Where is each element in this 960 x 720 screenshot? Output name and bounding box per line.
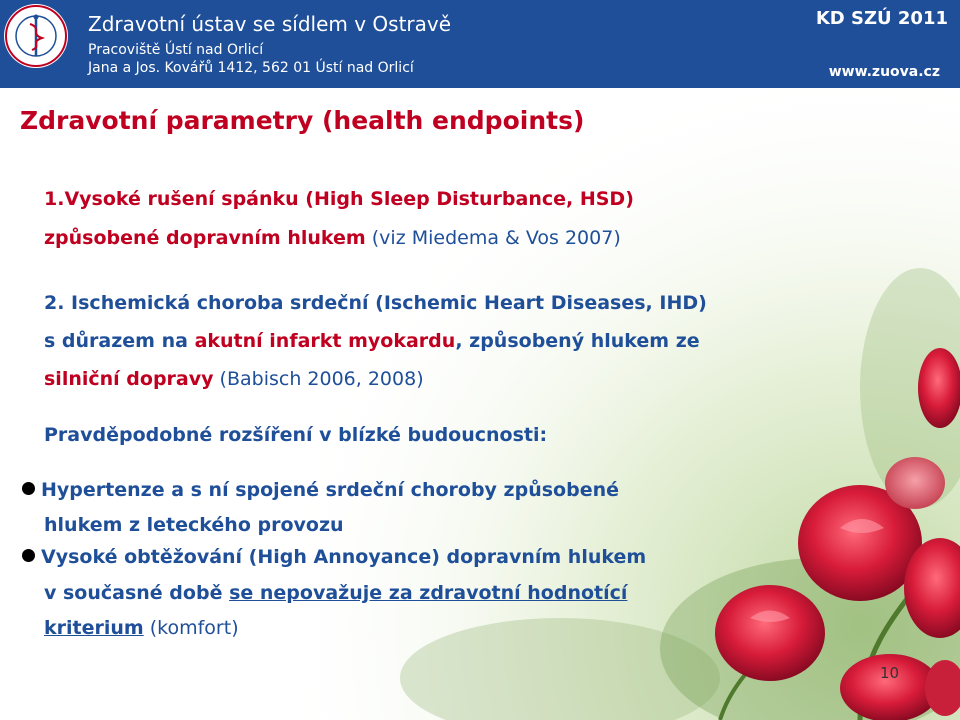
item2-highlight: akutní infarkt myokardu [194,330,456,352]
caduceus-seal-icon [4,4,68,68]
item1-line2 [44,225,621,251]
item1-line1 [44,186,634,212]
bullet2-line3: kriterium (komfort) [44,617,239,639]
rose-background-image [300,88,960,720]
bullet2-criterion: kriterium [44,617,144,639]
bullet2-line2: v současné době se nepovažuje za zdravotní hodnotící [44,582,628,604]
event-badge: KD SZÚ 2011 [815,8,948,29]
website-link[interactable]: www.zuova.cz [828,64,940,80]
bullet1-line2: hlukem z leteckého provozu [44,514,344,536]
item1-title: Vysoké rušení spánku (High Sleep Disturbance, HSD) [64,188,634,210]
institution-title: Zdravotní ústav se sídlem v Ostravě [88,12,452,36]
institution-branch: Pracoviště Ústí nad Orlicí [88,42,264,58]
bullet2-line1: Vysoké obtěžování (High Annoyance) dopravním hlukem [22,544,646,570]
slide-heading: Zdravotní parametry (health endpoints) [20,106,585,135]
header-bar [0,0,960,88]
item2-line1: 2. Ischemická choroba srdeční (Ischemic Heart Diseases, IHD) [44,292,707,314]
item2-road-traffic: silniční dopravy [44,368,214,390]
item2-line2: s důrazem na akutní infarkt myokardu, způsobený hlukem ze [44,330,700,352]
slide-number: 10 [880,664,900,682]
bullet-icon [22,482,35,495]
item2-reference: (Babisch 2006, 2008) [213,368,424,390]
institution-address: Jana a Jos. Kovářů 1412, 562 01 Ústí nad Orlicí [88,60,414,76]
item1-cause: způsobené dopravním hlukem [44,227,366,249]
bullet2-underlined-statement: se nepovažuje za zdravotní hodnotící [229,582,628,604]
outlook-heading: Pravděpodobné rozšíření v blízké budoucnosti: [44,424,548,446]
bullet-icon [22,549,35,562]
item2-line3 [44,366,424,392]
item1-number: 1. [44,188,65,210]
bullet1-line1: Hypertenze a s ní spojené srdeční choroby způsobené [22,477,619,503]
item1-reference: (viz Miedema & Vos 2007) [365,227,621,249]
